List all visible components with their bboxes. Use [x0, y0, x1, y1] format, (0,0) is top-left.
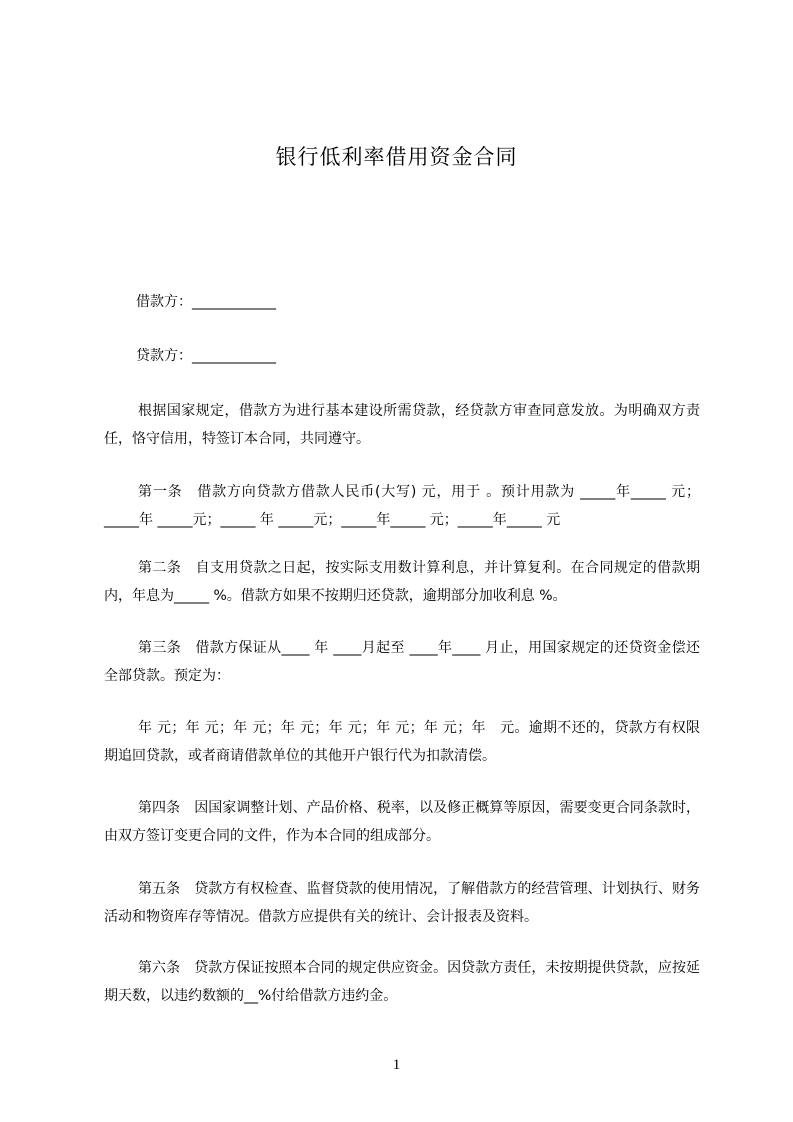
article-1-paragraph: 第一条 借款方向贷款方借款人民币(大写) 元，用于 。预计用款为 _____年_____ 元；_____年 _____元；_____ 年 _____元；_____年_____ 元；_____年_____ 元	[104, 484, 700, 528]
article-6-paragraph: 第六条 贷款方保证按照本合同的规定供应资金。因贷款方责任，未按期提供贷款，应按延期天数，以违约数额的__%付给借款方违约金。	[104, 960, 700, 1004]
preamble-paragraph: 根据国家规定，借款方为进行基本建设所需贷款，经贷款方审查同意发放。为明确双方责任，恪守信用，特签订本合同，共同遵守。	[104, 403, 700, 447]
article-2-paragraph: 第二条 自支用贷款之日起，按实际支用数计算利息，并计算复利。在合同规定的借款期内，年息为_____ %。借款方如果不按期归还贷款，逾期部分加收利息 %。	[104, 560, 700, 604]
document-title: 银行低利率借用资金合同	[275, 145, 518, 169]
lender-line: 贷款方：____________	[136, 348, 276, 364]
article-3-schedule-paragraph: 年 元；年 元；年 元；年 元；年 元；年 元；年 元；年 元。逾期不还的，贷款方有权限期追回贷款，或者商请借款单位的其他开户银行代为扣款清偿。	[104, 720, 700, 764]
article-4-paragraph: 第四条 因国家调整计划、产品价格、税率，以及修正概算等原因，需要变更合同条款时，由双方签订变更合同的文件，作为本合同的组成部分。	[104, 800, 700, 844]
borrower-line: 借款方：____________	[136, 294, 276, 310]
article-5-paragraph: 第五条 贷款方有权检查、监督贷款的使用情况，了解借款方的经营管理、计划执行、财务活动和物资库存等情况。借款方应提供有关的统计、会计报表及资料。	[104, 881, 700, 925]
article-3-paragraph: 第三条 借款方保证从____ 年 ____月起至 ____年____ 月止，用国家规定的还贷资金偿还全部贷款。预定为：	[104, 640, 700, 684]
page-number: 1	[392, 1057, 401, 1073]
